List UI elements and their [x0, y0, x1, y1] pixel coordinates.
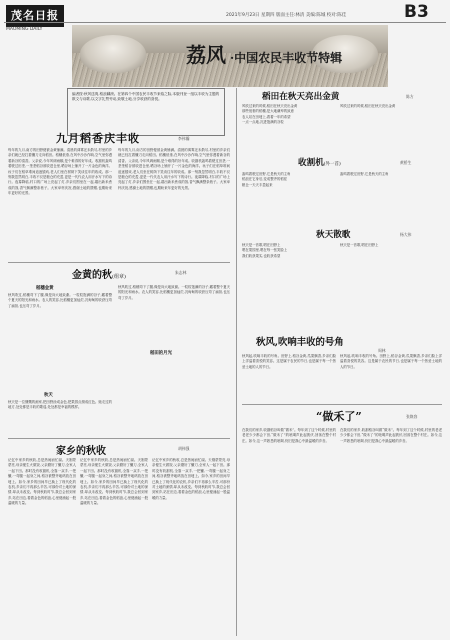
poem-body-autumn: 秋天是一位慷慨的画家,把田野涂成金色,把果园点缀成红色。她走过的地方,处处都是丰收的歌谣,处处都是幸福的模样。: [8, 400, 112, 410]
poem-harvester-col1: [242, 172, 336, 222]
column-divider: [236, 88, 237, 636]
article-author-harvest: 李伟瀚: [178, 136, 190, 141]
article-title-golden-field: 稻田在秋天亮出金黄: [262, 92, 340, 102]
dateline: 2021年9月23日 星期四 版面主任:林清 美编:陈城 校对:陈佳: [226, 13, 347, 18]
article-author-hometown: 胡伟强: [178, 446, 190, 451]
article-title-zuohe: “做禾了”: [316, 410, 362, 423]
section-title-main: 荔风: [186, 43, 226, 67]
article-title-autumn-song: 秋天散歌: [316, 230, 351, 240]
article-body-autumn-wind-col1: 秋风起,吹响丰收的号角。田野上,稻谷金黄,瓜果飘香,乡亲们脸上洋溢着喜悦的笑容。这是属于农民的节日,也是属于每一个热爱土地的人的节日。: [242, 354, 336, 369]
article-title-harvest: 九月稻香庆丰收: [56, 132, 140, 145]
poem-golden-field-col2: 风吹过来的时候,稻田在秋天亮出金黄: [340, 104, 396, 108]
harvester-suffix: (外一首): [323, 162, 341, 167]
article-author-golden-field: 陈方: [406, 94, 414, 99]
rice-bowl-left: [80, 35, 146, 73]
poem-body-rice: 秋风吹过,稻穗弯下了腰,像是向大地致谢。一粒粒饱满的谷子,藏着整个夏天的阳光和雨水。农人的笑容,比稻穗更加灿烂,沉甸甸的收获压弯了扁担,也压弯了岁月。: [8, 293, 112, 308]
article-body-zuohe-col2: 在我们的家乡,收割稻谷叫做“做禾”。每年到了这个时候,村里的老老少少都会下田,“做禾了”的吆喝声此起彼伏,回荡在整个村庄。如今,这一声熟悉的吆喝,仍旧是我心中最温暖的乡音。: [340, 428, 442, 443]
poem-body-golden-col2: 秋风吹过,稻穗弯下了腰,像是向大地致谢。一粒粒饱满的谷子,藏着整个夏天的阳光和雨水。农人的笑容,比稻穗更加灿烂,沉甸甸的收获压弯了扁担,也压弯了岁月。: [118, 285, 230, 300]
golden-autumn-suffix: (组章): [112, 274, 126, 280]
article-author-autumn-wind: 周林: [378, 348, 386, 353]
article-body-hometown-col3: 记忆中家乡的秋收,总是热闹而忙碌。天刚蒙蒙亮,母亲便生火做饭,父亲磨好了镰刀,全家人一起下田。那时没有收割机,全靠一双手,一把镰,一弯腰一起身之间,稻谷被整齐地码放在田埂上。如今,家乡的田间早已换上了现代化的农机,乡亲们不再那么辛苦,可那份对土地的深情,却从未改变。每到秋收时节,我总会回到家乡,站在田边,看着金色的稻浪,心里便涌起一股温暖的力量。: [152, 458, 230, 500]
harvester-title: 收割机: [298, 158, 324, 168]
article-body-autumn-wind-col2: 秋风起,吹响丰收的号角。田野上,稻谷金黄,瓜果飘香,乡亲们脸上洋溢着喜悦的笑容。这是属于农民的节日,也是属于每一个热爱土地的人的节日。: [340, 354, 442, 369]
banner-image: [72, 25, 388, 87]
poem-line: 一点一点地,沉进饱满的谷粒: [242, 120, 284, 125]
poem-line: 稻浪在它身后,变成整齐的稻茬: [242, 177, 288, 182]
article-title-hometown: 家乡的秋收: [56, 446, 106, 457]
poem-heading-rice: 稻穗金黄: [36, 286, 54, 291]
editor-note: 编者按:秋风送爽,稻浪翻滚。在第四个中国农民丰收节来临之际,本版刊登一组以丰收为主题的散文与诗歌,以文字礼赞劳动,致敬土地,分享收获的喜悦。: [67, 88, 225, 136]
poem-line: 轰鸣着驶过田野,它是秋天的主角: [242, 172, 291, 176]
article-title-autumn-wind: 秋风,吹响丰收的号角: [256, 337, 344, 348]
article-body-hometown-col2: 记忆中家乡的秋收,总是热闹而忙碌。天刚蒙蒙亮,母亲便生火做饭,父亲磨好了镰刀,全家人一起下田。那时没有收割机,全靠一双手,一把镰,一弯腰一起身之间,稻谷被整齐地码放在田埂上。如今,家乡的田间早已换上了现代化的农机,乡亲们不再那么辛苦,可那份对土地的深情,却从未改变。每到秋收时节,我总会回到家乡,站在田边,看着金色的稻浪,心里便涌起一股温暖的力量。: [80, 458, 148, 506]
article-title-golden-autumn: [72, 266, 126, 281]
logo-subtitle: MAOMING DAILY: [6, 27, 43, 32]
article-author-harvester: 黄桥生: [400, 160, 412, 165]
section-title: [186, 39, 342, 68]
poem-line: 农人站在田埂上,看着一年的希望: [242, 114, 291, 119]
article-body-harvest-col1: 每年的九月,南方的田野便被金黄铺满。清晨的薄雾还未散尽,村里的乡亲们就已经扛着镰刀走向稻田。稻穗低垂,在风中沙沙作响,空气里弥漫着新谷的清香。父亲说,今年风调雨顺,是个难得的好年成。收割机轰鸣着驶过田垄,一垄垄稻谷被收进仓里,晒谷场上铺开了一片金色的海洋。孩子们在稻草堆间追逐嬉戏,老人们坐在树荫下笑谈往年的收成。那一刻我忽然明白,丰收不仅是粮仓的充盈,更是一代代农人用汗水写下的诗行。夜幕降临,村口的广场上亮起了灯,乡亲们围坐在一起,端出新米煮成的饭,香气飘满整条巷子。大家举杯庆祝,感谢土地的馈赠,也期盼来年更好的光景。: [8, 148, 112, 196]
poem-line: 粮仓一天天丰盈起来: [242, 182, 273, 187]
poem-golden-field-col1: [242, 104, 336, 150]
divider: [8, 438, 230, 439]
poem-heading-col2: 稻田的月光: [150, 351, 172, 356]
poem-line: 我们收获果实,也收获希望: [242, 253, 281, 258]
article-author-golden-autumn: 朱志林: [175, 270, 187, 275]
section-title-sub: ·中国农民丰收节特辑: [230, 51, 343, 65]
poem-line: 那些低垂的稻穗,是大地谦卑的致意: [242, 109, 294, 114]
page-number: B3: [404, 2, 429, 22]
divider: [8, 262, 230, 263]
article-author-autumn-song: 杨大伟: [400, 232, 412, 237]
newspaper-logo: 茂名日报: [6, 5, 64, 27]
article-body-zuohe-col1: 在我们的家乡,收割稻谷叫做“做禾”。每年到了这个时候,村里的老老少少都会下田,“做禾了”的吆喝声此起彼伏,回荡在整个村庄。如今,这一声熟悉的吆喝,仍旧是我心中最温暖的乡音。: [242, 428, 336, 443]
article-body-harvest-col2: 每年的九月,南方的田野便被金黄铺满。清晨的薄雾还未散尽,村里的乡亲们就已经扛着镰刀走向稻田。稻穗低垂,在风中沙沙作响,空气里弥漫着新谷的清香。父亲说,今年风调雨顺,是个难得的好年成。收割机轰鸣着驶过田垄,一垄垄稻谷被收进仓里,晒谷场上铺开了一片金色的海洋。孩子们在稻草堆间追逐嬉戏,老人们坐在树荫下笑谈往年的收成。那一刻我忽然明白,丰收不仅是粮仓的充盈,更是一代代农人用汗水写下的诗行。夜幕降临,村口的广场上亮起了灯,乡亲们围坐在一起,端出新米煮成的饭,香气飘满整条巷子。大家举杯庆祝,感谢土地的馈赠,也期盼来年更好的光景。: [118, 148, 230, 190]
poem-autumn-song-col2: 秋天是一首歌,唱在田野上: [340, 243, 379, 247]
poem-line: 风吹过来的时候,稻田在秋天亮出金黄: [242, 104, 298, 108]
poem-line: 秋天是一首歌,唱在田野上: [242, 243, 281, 247]
poem-autumn-song-col1: [242, 243, 336, 325]
golden-autumn-title: 金黄的秋: [72, 270, 112, 281]
masthead-rule: [4, 22, 446, 23]
article-author-zuohe: 张焕容: [406, 414, 418, 419]
poem-heading-autumn: 秋天: [44, 393, 53, 398]
poem-harvester-col2: 轰鸣着驶过田野,它是秋天的主角: [340, 172, 389, 176]
poem-line: 唱在果园里,唱在每一张笑脸上: [242, 248, 288, 253]
divider: [242, 404, 442, 405]
article-body-hometown-col1: 记忆中家乡的秋收,总是热闹而忙碌。天刚蒙蒙亮,母亲便生火做饭,父亲磨好了镰刀,全家人一起下田。那时没有收割机,全靠一双手,一把镰,一弯腰一起身之间,稻谷被整齐地码放在田埂上。如今,家乡的田间早已换上了现代化的农机,乡亲们不再那么辛苦,可那份对土地的深情,却从未改变。每到秋收时节,我总会回到家乡,站在田边,看着金色的稻浪,心里便涌起一股温暖的力量。: [8, 458, 76, 506]
article-title-harvester: [298, 156, 341, 168]
